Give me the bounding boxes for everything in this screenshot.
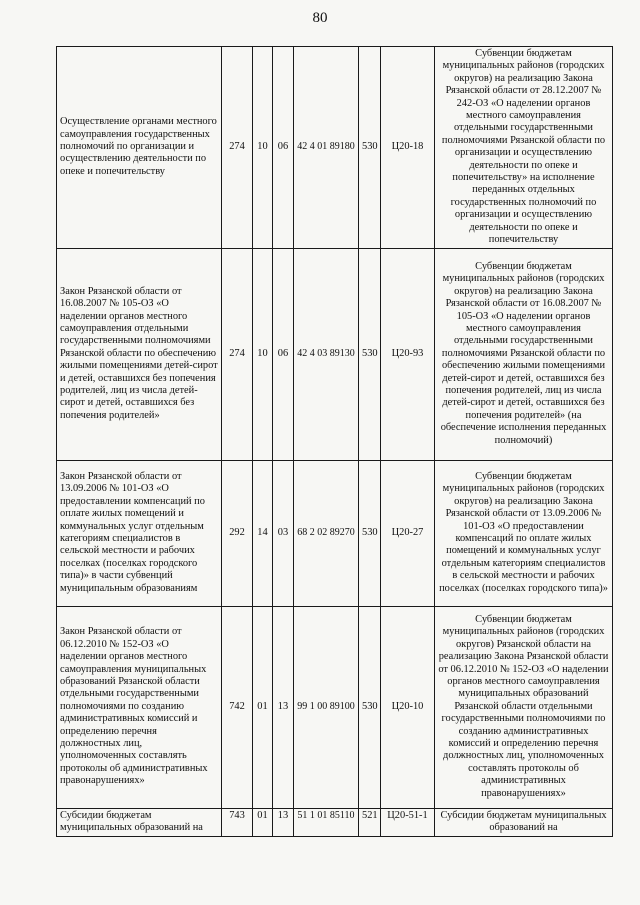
ministry-code: 274 [222, 248, 253, 460]
row-description: Субвенции бюджетам муниципальных районов (городских округов) на реализацию Закона Рязанской области от 16.08.2007 № 105-ОЗ «О наделении органов местного самоуправления отдельными государственными полномочиями Рязанской области по обеспечению жилыми помещениями детей-сирот и детей, оставшихся без попечения родителей, лиц из числа детей-сирот и детей, оставшихся без попечения родителей» (на обеспечение исполнения переданных полномочий) [435, 248, 613, 460]
subvention-code: Ц20-93 [381, 248, 435, 460]
expense-type-code: 530 [359, 47, 381, 249]
subvention-code: Ц20-18 [381, 47, 435, 249]
budget-table [56, 46, 613, 837]
row-name: Закон Рязанской области от 06.12.2010 № 152-ОЗ «О наделении органов местного самоуправления муниципальных образований Рязанской области отдельными государственными полномочиями по созданию административных комиссий и определению перечня должностных лиц, уполномоченных составлять протоколы об административных правонарушениях» [57, 606, 222, 808]
subvention-code: Ц20-27 [381, 460, 435, 606]
row-name: Субсидии бюджетам муниципальных образований на [57, 808, 222, 836]
section-code: 01 [253, 808, 273, 836]
table-row [57, 606, 613, 808]
row-name: Закон Рязанской области от 16.08.2007 № 105-ОЗ «О наделении органов местного самоуправления отдельными государственными полномочиями Рязанской области по обеспечению жилыми помещениями детей-сирот и детей, оставшихся без попечения родителей, лиц из числа детей-сирот и детей, оставшихся без попечения родителей» [57, 248, 222, 460]
table-row [57, 248, 613, 460]
subsection-code: 06 [273, 47, 294, 249]
row-description: Субвенции бюджетам муниципальных районов (городских округов) Рязанской области на реализацию Закона Рязанской области от 06.12.2010 № 152-ОЗ «О наделении органов местного самоуправления муниципальных образований Рязанской области отдельными государственными полномочиями по созданию административных комиссий и определению перечня должностных лиц, уполномоченных составлять протоколы об административных правонарушениях» [435, 606, 613, 808]
section-code: 10 [253, 47, 273, 249]
target-article-code: 42 4 01 89180 [294, 47, 359, 249]
row-name: Закон Рязанской области от 13.09.2006 № 101-ОЗ «О предоставлении компенсаций по оплате жилых помещений и коммунальных услуг отдельным категориям специалистов в сельской местности и рабочих поселках (поселках городского типа)» в части субвенций муниципальным образованиям [57, 460, 222, 606]
table-row [57, 460, 613, 606]
subsection-code: 03 [273, 460, 294, 606]
ministry-code: 742 [222, 606, 253, 808]
section-code: 10 [253, 248, 273, 460]
expense-type-code: 521 [359, 808, 381, 836]
ministry-code: 743 [222, 808, 253, 836]
row-description: Субсидии бюджетам муниципальных образований на [435, 808, 613, 836]
section-code: 14 [253, 460, 273, 606]
row-name: Осуществление органами местного самоуправления государственных полномочий по организации и осуществлению деятельности по опеке и попечительству [57, 47, 222, 249]
expense-type-code: 530 [359, 606, 381, 808]
subvention-code: Ц20-10 [381, 606, 435, 808]
subsection-code: 06 [273, 248, 294, 460]
table-row [57, 47, 613, 249]
section-code: 01 [253, 606, 273, 808]
row-description: Субвенции бюджетам муниципальных районов (городских округов) на реализацию Закона Рязанской области от 13.09.2006 № 101-ОЗ «О предоставлении компенсаций по оплате жилых помещений и коммунальных услуг отдельным категориям специалистов в сельской местности и рабочих поселках (поселках городского типа)» [435, 460, 613, 606]
subsection-code: 13 [273, 606, 294, 808]
target-article-code: 99 1 00 89100 [294, 606, 359, 808]
target-article-code: 42 4 03 89130 [294, 248, 359, 460]
target-article-code: 51 1 01 85110 [294, 808, 359, 836]
subsection-code: 13 [273, 808, 294, 836]
row-description: Субвенции бюджетам муниципальных районов (городских округов) на реализацию Закона Рязанской области от 28.12.2007 № 242-ОЗ «О наделении органов местного самоуправления отдельными государственными полномочиями Рязанской области по организации и осуществлению деятельности по опеке и попечительству» на исполнение переданных отдельных государственных полномочий по организации и осуществлению деятельности по опеке и попечительству [435, 47, 613, 249]
expense-type-code: 530 [359, 248, 381, 460]
target-article-code: 68 2 02 89270 [294, 460, 359, 606]
table-row [57, 808, 613, 836]
ministry-code: 292 [222, 460, 253, 606]
subvention-code: Ц20-51-1 [381, 808, 435, 836]
page-number: 80 [312, 10, 328, 26]
ministry-code: 274 [222, 47, 253, 249]
expense-type-code: 530 [359, 460, 381, 606]
